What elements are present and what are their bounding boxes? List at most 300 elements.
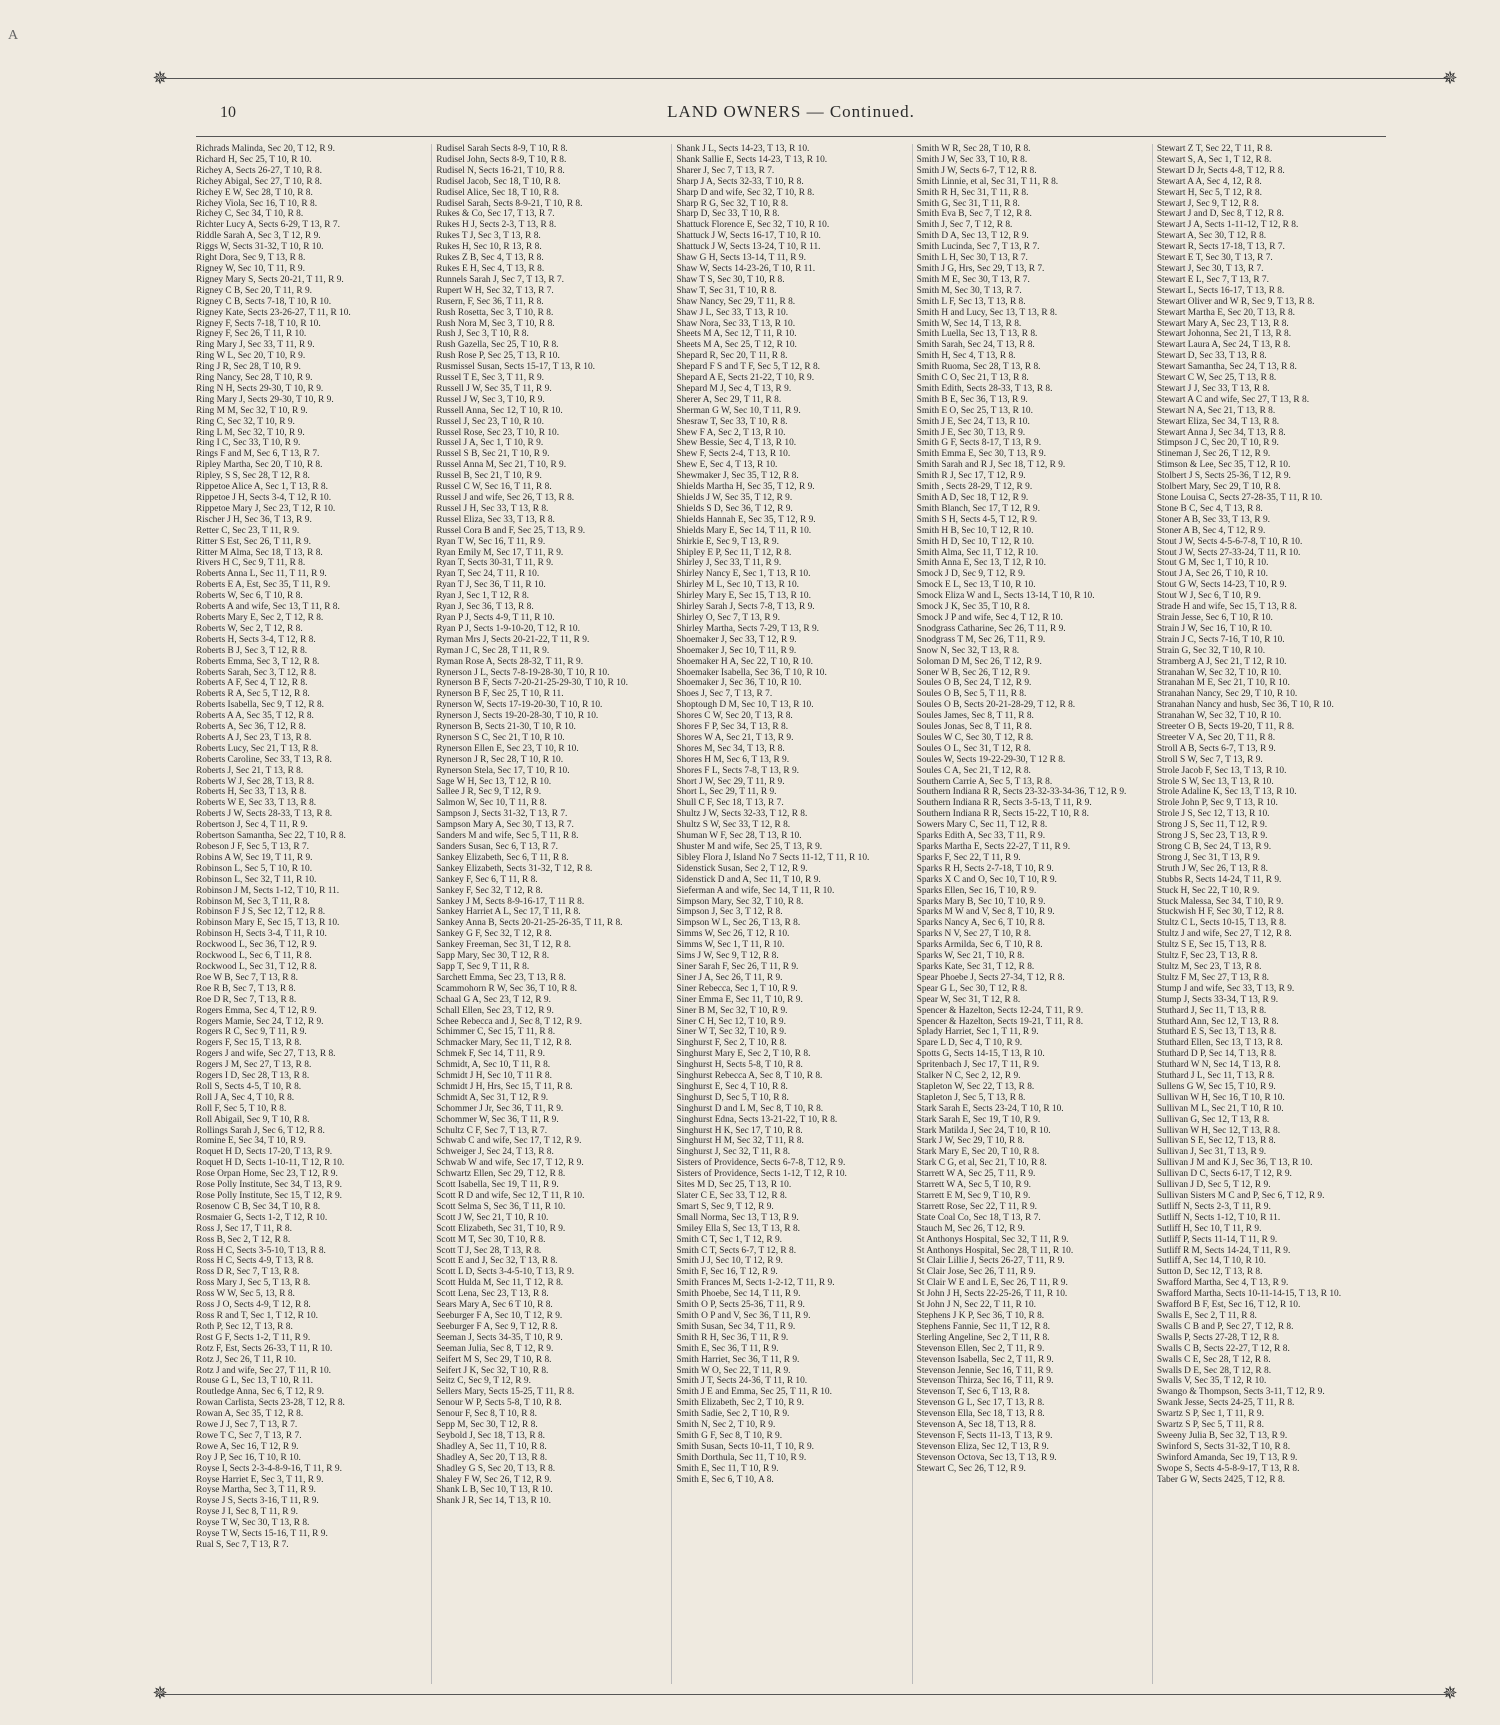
land-owner-entry: Stevenson T, Sec 6, T 13, R 8. (916, 1387, 1030, 1398)
land-owner-entry: Roberts A and wife, Sec 13, T 11, R 8. (196, 602, 340, 613)
land-owner-entry: Sullivan J D, Sec 5, T 12, R 9. (1156, 1180, 1271, 1191)
land-owner-entry: Stewart Johonna, Sec 21, T 13, R 8. (1156, 329, 1292, 340)
land-owner-entry: Shoemaker J, Sec 33, T 12, R 9. (676, 634, 797, 645)
land-owner-entry: Sharp D and wife, Sec 32, T 10, R 8. (676, 187, 815, 198)
land-owner-entry: Shirley Mary E, Sec 15, T 13, R 10. (676, 591, 811, 602)
land-owner-entry: Schmidt J H, Hrs, Sec 15, T 11, R 8. (436, 1081, 573, 1092)
land-owner-entry: Robinson J M, Sects 1-12, T 10, R 11. (196, 885, 340, 896)
land-owner-entry: St Anthonys Hospital, Sec 28, T 11, R 10. (916, 1245, 1074, 1256)
land-owner-entry: Swartz S P, Sec 5, T 11, R 8. (1156, 1420, 1264, 1431)
land-owner-entry: Smith Harriet, Sec 36, T 11, R 9. (676, 1354, 800, 1365)
land-owner-entry: Shultz J W, Sects 32-33, T 12, R 8. (676, 809, 808, 820)
land-owner-entry: Smith S H, Sects 4-5, T 12, R 9. (916, 514, 1038, 525)
land-owner-entry: Singhurst F, Sec 2, T 10, R 8. (676, 1038, 787, 1049)
land-owner-entry: Rogers Mamie, Sec 24, T 12, R 9. (196, 1016, 324, 1027)
land-owner-entry: Schmek F, Sec 14, T 11, R 9. (436, 1049, 545, 1060)
land-owner-entry: Retter C, Sec 23, T 11, R 9. (196, 525, 300, 536)
land-owner-entry: Swank Jesse, Sects 24-25, T 11, R 8. (1156, 1398, 1295, 1409)
land-owner-entry: Swinford S, Sects 31-32, T 10, R 8. (1156, 1441, 1291, 1452)
land-owner-entry: Sellers Mary, Sects 15-25, T 11, R 8. (436, 1387, 575, 1398)
land-owner-entry: Schmidt J H, Sec 10, T 11 R 8. (436, 1071, 552, 1082)
land-owner-entry: Rynerson Ellen E, Sec 23, T 10, R 10. (436, 743, 579, 754)
land-owner-entry: Stark J W, Sec 29, T 10, R 8. (916, 1136, 1025, 1147)
land-owner-entry: Smith Frances M, Sects 1-2-12, T 11, R 9. (676, 1278, 835, 1289)
land-owner-entry: Rukes T J, Sec 3, T 13, R 8. (436, 231, 541, 242)
land-owner-entry: Stroll S W, Sec 7, T 13, R 9. (1156, 754, 1263, 765)
land-owner-entry: Rigney C B, Sects 7-18, T 10, R 10. (196, 296, 332, 307)
land-owner-entry: Roberts H, Sec 33, T 13, R 8. (196, 787, 307, 798)
land-owner-entry: Ring N H, Sects 29-30, T 10, R 9. (196, 383, 324, 394)
land-owner-entry: Swalls E, Sec 2, T 11, R 8. (1156, 1310, 1257, 1321)
land-owner-entry: Ripley Martha, Sec 20, T 10, R 8. (196, 460, 323, 471)
land-owner-entry: Rollings Sarah J, Sec 6, T 12, R 8. (196, 1125, 325, 1136)
land-owner-entry: Shewmaker J, Sec 35, T 12, R 8. (676, 471, 799, 482)
land-owner-entry: Rivers H C, Sec 9, T 11, R 8. (196, 558, 306, 569)
land-owner-entry: Stevenson Isabella, Sec 2, T 11, R 9. (916, 1354, 1054, 1365)
land-owner-entry: Shaw G H, Sects 13-14, T 11, R 9. (676, 253, 806, 264)
land-owner-entry: Smith Ruoma, Sec 28, T 13, R 8. (916, 362, 1041, 373)
land-owner-entry: Rigney W, Sec 10, T 11, R 9. (196, 263, 305, 274)
land-owner-entry: Schweiger J, Sec 24, T 13, R 8. (436, 1147, 554, 1158)
land-owner-entry: Singhurst Mary E, Sec 2, T 10, R 8. (676, 1049, 811, 1060)
land-owner-entry: Smith O P and V, Sec 36, T 11, R 9. (676, 1310, 811, 1321)
land-owner-entry: Royse Martha, Sec 3, T 11, R 9. (196, 1485, 316, 1496)
land-owner-entry: Sankey F, Sec 32, T 12, R 8. (436, 885, 543, 896)
land-owner-entry: Rowe J J, Sec 7, T 13, R 7. (196, 1420, 298, 1431)
land-owner-entry: Shepard R, Sec 20, T 11, R 8. (676, 351, 788, 362)
land-owner-entry: Sidenstick D and A, Sec 11, T 10, R 9. (676, 874, 821, 885)
land-owner-entry: Russel Rose, Sec 23, T 10, R 10. (436, 427, 560, 438)
land-owner-entry: Stewart S, A, Sec 1, T 12, R 8. (1156, 154, 1272, 165)
land-owner-entry: Ryman J C, Sec 28, T 11, R 9. (436, 645, 550, 656)
page-stamp-mark: A (8, 28, 19, 43)
land-owner-entry: Sutliff N, Sects 1-12, T 10, R 11. (1156, 1212, 1281, 1223)
land-owner-entry: Shull C F, Sec 18, T 13, R 7. (676, 798, 784, 809)
land-owner-entry: Shattuck J W, Sects 16-17, T 10, R 10. (676, 231, 821, 242)
land-owner-entry: Scott Hulda M, Sec 11, T 12, R 8. (436, 1278, 564, 1289)
land-owner-entry: Strong J, Sec 31, T 13, R 9. (1156, 852, 1260, 863)
land-owner-entry: Seeburger F A, Sec 9, T 12, R 8. (436, 1321, 558, 1332)
land-owner-entry: Russel Anna M, Sec 21, T 10, R 9. (436, 460, 567, 471)
land-owner-entry: Stranahan M E, Sec 21, T 10, R 10. (1156, 678, 1290, 689)
land-owner-entry: Singhurst E, Sec 4, T 10, R 8. (676, 1081, 788, 1092)
land-owner-entry: Sepp M, Sec 30, T 12, R 8. (436, 1420, 538, 1431)
land-owner-entry: Smith H B, Sec 10, T 12, R 10. (916, 525, 1034, 536)
land-owner-entry: Stout G W, Sects 14-23, T 10, R 9. (1156, 580, 1287, 591)
land-owner-entry: Shores C W, Sec 20, T 13, R 8. (676, 711, 793, 722)
land-owner-entry: Southern Indiana R R, Sects 23-32-33-34-36, T 12, R 9. (916, 787, 1127, 798)
land-owner-entry: Sage W H, Sec 13, T 12, R 10. (436, 776, 552, 787)
land-owner-entry: Snodgrass Catharine, Sec 26, T 11, R 9. (916, 623, 1066, 634)
listing-column-5 (1152, 144, 1386, 1684)
land-owner-entry: Sims J W, Sec 9, T 12, R 8. (676, 951, 779, 962)
land-owner-entry: Stout J W, Sects 4-5-6-7-8, T 10, R 10. (1156, 536, 1303, 547)
land-owner-entry: Sparks X C and O, Sec 10, T 10, R 9. (916, 874, 1057, 885)
land-owner-entry: Strole Adaline K, Sec 13, T 13, R 10. (1156, 787, 1297, 798)
land-owner-entry: Stevenson Eliza, Sec 12, T 13, R 9. (916, 1441, 1049, 1452)
land-owner-entry: Roberts W E, Sec 33, T 13, R 8. (196, 798, 317, 809)
land-owner-entry: Stewart Oliver and W R, Sec 9, T 13, R 8. (1156, 296, 1315, 307)
land-owner-entry: Smith Phoebe, Sec 14, T 11, R 9. (676, 1289, 801, 1300)
land-owner-entry: Rudisel Alice, Sec 18, T 10, R 8. (436, 187, 560, 198)
land-owner-entry: Stewart A, Sec 30, T 12, R 8. (1156, 231, 1267, 242)
land-owner-entry: Stranahan Nancy and husb, Sec 36, T 10, R 10. (1156, 700, 1334, 711)
land-owner-entry: Rowan Carlista, Sects 23-28, T 12, R 8. (196, 1398, 345, 1409)
land-owner-entry: Rigney Mary S, Sects 20-21, T 11, R 9. (196, 274, 344, 285)
land-owner-entry: Stark Matilda J, Sec 24, T 10, R 10. (916, 1125, 1051, 1136)
land-owner-entry: Swope S, Sects 4-5-8-9-17, T 13, R 8. (1156, 1463, 1300, 1474)
land-owner-entry: Shores W A, Sec 21, T 13, R 9. (676, 732, 794, 743)
land-owner-entry: Stewart J J, Sec 33, T 13, R 8. (1156, 383, 1270, 394)
land-owner-entry: Ritter M Alma, Sec 18, T 13, R 8. (196, 547, 323, 558)
land-owner-entry: Smith , Sects 28-29, T 12, R 9. (916, 482, 1033, 493)
land-owner-entry: Shepard F S and T F, Sec 5, T 12, R 8. (676, 362, 821, 373)
land-owner-entry: Smith J W, Sects 6-7, T 12, R 8. (916, 165, 1037, 176)
land-owner-entry: Shoemaker H A, Sec 22, T 10, R 10. (676, 656, 814, 667)
land-owner-entry: Roberts Sarah, Sec 3, T 12, R 8. (196, 667, 317, 678)
land-owner-entry: Sullens G W, Sec 15, T 10, R 9. (1156, 1081, 1276, 1092)
land-owner-entry: Rockwood L, Sec 36, T 12, R 9. (196, 940, 317, 951)
land-owner-entry: Rigney F, Sects 7-18, T 10, R 10. (196, 318, 321, 329)
land-owner-entry: Ryan J, Sec 36, T 13, R 8. (436, 602, 534, 613)
land-owner-entry: Shew Bessie, Sec 4, T 13, R 10. (676, 438, 797, 449)
land-owner-entry: Robinson L, Sec 32, T 11, R 10. (196, 874, 317, 885)
land-owner-entry: Russel Cora B and F, Sec 25, T 13, R 9. (436, 525, 586, 536)
land-owner-entry: Starrett Rose, Sec 22, T 11, R 9. (916, 1201, 1038, 1212)
land-owner-entry: Stevenson Octova, Sec 13, T 13, R 9. (916, 1452, 1057, 1463)
land-owner-entry: Stewart Eliza, Sec 34, T 13, R 8. (1156, 416, 1280, 427)
land-owner-entry: Stout J A, Sec 26, T 10, R 10. (1156, 569, 1268, 580)
land-owner-entry: Salmon W, Sec 10, T 11, R 8. (436, 798, 547, 809)
land-owner-entry: Siner C H, Sec 12, T 10, R 9. (676, 1016, 786, 1027)
land-owner-entry: Stephens J K P, Sec 36, T 10, R 8. (916, 1310, 1045, 1321)
land-owner-entry: Roberts Emma, Sec 3, T 12, R 8. (196, 656, 320, 667)
land-owner-entry: Stevenson Ellen, Sec 2, T 11, R 9. (916, 1343, 1045, 1354)
land-owner-entry: Shirley Martha, Sects 7-29, T 13, R 9. (676, 623, 820, 634)
land-owner-entry: Rockwood L, Sec 6, T 11, R 8. (196, 951, 312, 962)
land-owner-entry: Stewart J, Sec 30, T 13, R 7. (1156, 263, 1264, 274)
land-owner-entry: Rowe T C, Sec 7, T 13, R 7. (196, 1430, 302, 1441)
land-owner-entry: Smith F, Sec 16, T 12, R 9. (676, 1267, 778, 1278)
land-owner-entry: Shaw T, Sec 31, T 10, R 8. (676, 285, 777, 296)
land-owner-entry: Ring C, Sec 32, T 10, R 9. (196, 416, 295, 427)
land-owner-entry: Stewart A A, Sec 4, 12, R 8. (1156, 176, 1262, 187)
land-owner-entry: Rush J, Sec 3, T 10, R 8. (436, 329, 529, 340)
land-owner-entry: Stewart J and D, Sec 8, T 12, R 8. (1156, 209, 1284, 220)
land-owner-entry: Seeburger F A, Sec 10, T 12, R 9. (436, 1310, 563, 1321)
land-owner-entry: Ryan T, Sects 30-31, T 11, R 9. (436, 558, 554, 569)
land-owner-entry: Rush Nora M, Sec 3, T 10, R 8. (436, 318, 555, 329)
land-owner-entry: Russell J W, Sec 35, T 11, R 9. (436, 383, 552, 394)
land-owner-entry: Robins A W, Sec 19, T 11, R 9. (196, 852, 313, 863)
land-owner-entry: Strole John P, Sec 9, T 13, R 10. (1156, 798, 1278, 809)
land-owner-entry: Schommer J Jr, Sec 36, T 11, R 9. (436, 1103, 564, 1114)
land-owner-entry: Rouse G L, Sec 13, T 10, R 11. (196, 1376, 314, 1387)
land-owner-entry: Seifert M S, Sec 29, T 10, R 8. (436, 1354, 552, 1365)
land-owner-entry: Shattuck Florence E, Sec 32, T 10, R 10. (676, 220, 830, 231)
land-owner-entry: Ross R and T, Sec 1, T 12, R 10. (196, 1310, 318, 1321)
land-owner-entry: Shields Martha H, Sec 35, T 12, R 9. (676, 482, 815, 493)
land-owner-entry: Spencer & Hazelton, Sects 19-21, T 11, R 8. (916, 1016, 1084, 1027)
land-owner-entry: Stuthard J, Sec 11, T 13, R 8. (1156, 1005, 1267, 1016)
star-ornament-icon: ✵ (1442, 68, 1458, 88)
land-owner-entry: Soules O L, Sec 31, T 12, R 8. (916, 743, 1031, 754)
land-owner-entry: Russel T E, Sec 3, T 11, R 9. (436, 373, 545, 384)
land-owner-entry: Ring I C, Sec 33, T 10, R 9. (196, 438, 301, 449)
land-owner-entry: Sharp R G, Sec 32, T 10, R 8. (676, 198, 789, 209)
land-owner-entry: Shoemaker J, Sec 10, T 11, R 9. (676, 645, 797, 656)
land-owner-entry: Spear G L, Sec 30, T 12, R 8. (916, 983, 1028, 994)
land-owner-entry: Schwartz Ellen, Sec 29, T 12, R 8. (436, 1169, 566, 1180)
land-owner-entry: Sampson Mary A, Sec 30, T 13, R 7. (436, 820, 574, 831)
land-owner-entry: Stout G M, Sec 1, T 10, R 10. (1156, 558, 1269, 569)
land-owner-entry: Russel C W, Sec 16, T 11, R 8. (436, 482, 552, 493)
land-owner-entry: Spear W, Sec 31, T 12, R 8. (916, 994, 1021, 1005)
land-owner-entry: Sparks M W and V, Sec 8, T 10, R 9. (916, 907, 1055, 918)
land-owner-entry: Rukes Z B, Sec 4, T 13, R 8. (436, 253, 544, 264)
land-owner-entry: Shoptough D M, Sec 10, T 13, R 10. (676, 700, 814, 711)
land-owner-entry: Sharp J A, Sects 32-33, T 10, R 8. (676, 176, 804, 187)
land-owner-entry: Sapp T, Sec 9, T 11, R 8. (436, 961, 530, 972)
land-owner-entry: Strole J S, Sec 12, T 13, R 10. (1156, 809, 1270, 820)
land-owner-entry: Robertson Samantha, Sec 22, T 10, R 8. (196, 831, 346, 842)
land-owner-entry: Roberts A, Sec 36, T 12, R 8. (196, 722, 306, 733)
land-owner-entry: Smith R J, Sec 17, T 12, R 9. (916, 471, 1026, 482)
land-owner-entry: Sparks Mary B, Sec 10, T 10, R 9. (916, 896, 1046, 907)
land-owner-entry: Roll F, Sec 5, T 10, R 8. (196, 1103, 287, 1114)
land-owner-entry: Roquet H D, Sects 17-20, T 13, R 9. (196, 1147, 333, 1158)
land-owner-entry: Short J W, Sec 29, T 11, R 9. (676, 776, 785, 787)
land-owner-entry: Shoemaker Isabella, Sec 36, T 10, R 10. (676, 667, 827, 678)
land-owner-entry: Slater C E, Sec 33, T 12, R 8. (676, 1191, 787, 1201)
land-owner-entry: Ryan T J, Sec 36, T 11, R 10. (436, 580, 546, 591)
land-owner-entry: Smith Linnie, et al, Sec 31, T 11, R 8. (916, 176, 1059, 187)
land-owner-entry: Scott M T, Sec 30, T 10, R 8. (436, 1234, 546, 1245)
land-owner-entry: Siner B M, Sec 32, T 10, R 9. (676, 1005, 788, 1016)
land-owner-entry: Sidenstick Susan, Sec 2, T 12, R 9. (676, 863, 808, 874)
land-owner-entry: Rowe A, Sec 16, T 12, R 9. (196, 1441, 299, 1452)
land-owner-entry: Stuthard E S, Sec 13, T 13, R 8. (1156, 1027, 1277, 1038)
land-owner-entry: Stuthard W N, Sec 14, T 13, R 8. (1156, 1060, 1281, 1071)
land-owner-entry: Stout J W, Sects 27-33-24, T 11, R 10. (1156, 547, 1301, 558)
land-owner-entry: Smith H and Lucy, Sec 13, T 13, R 8. (916, 307, 1058, 318)
land-owner-entry: Russel J A, Sec 1, T 10, R 9. (436, 438, 544, 449)
land-owner-entry: Shields Mary E, Sec 14, T 11, R 10. (676, 525, 812, 536)
land-owner-entry: Shores H M, Sec 6, T 13, R 9. (676, 754, 790, 765)
land-owner-entry: Sullivan J M and K J, Sec 36, T 13, R 10. (1156, 1158, 1313, 1169)
land-owner-entry: Stewart E T, Sec 30, T 13, R 7. (1156, 253, 1273, 264)
land-owner-entry: Ross J, Sec 17, T 11, R 8. (196, 1223, 292, 1234)
land-owner-entry: Stranahan Nancy, Sec 29, T 10, R 10. (1156, 689, 1298, 700)
land-owner-entry: Stuthard J L, Sec 11, T 13, R 8. (1156, 1071, 1275, 1082)
land-owner-entry: Stranahan W, Sec 32, T 10, R 10. (1156, 711, 1282, 722)
land-owner-entry: Soules Jonas, Sec 8, T 11, R 8. (916, 722, 1032, 733)
land-owner-entry: Smith N, Sec 2, T 10, R 9. (676, 1420, 776, 1431)
land-owner-entry: Smith H, Sec 4, T 13, R 8. (916, 351, 1016, 362)
land-owner-entry: Russel S B, Sec 21, T 10, R 9. (436, 449, 550, 460)
land-owner-entry: Roberts W, Sec 2, T 12, R 8. (196, 623, 303, 634)
land-owner-entry: Ring M M, Sec 32, T 10, R 9. (196, 405, 308, 416)
land-owner-entry: Taber G W, Sects 2425, T 12, R 8. (1156, 1474, 1285, 1485)
land-owner-entry: Rudisel Sarah, Sects 8-9-21, T 10, R 8. (436, 198, 583, 209)
land-owner-entry: Ring Mary J, Sects 29-30, T 10, R 9. (196, 394, 334, 405)
land-owner-entry: Swafford Martha, Sec 4, T 13, R 9. (1156, 1278, 1289, 1289)
land-owner-entry: Sankey Harriet A L, Sec 17, T 11, R 8. (436, 907, 581, 918)
land-owner-entry: Sheets M A, Sec 25, T 12, R 10. (676, 340, 797, 351)
land-owner-entry: Sparks F, Sec 22, T 11, R 9. (916, 852, 1021, 863)
land-owner-entry: Sharer J, Sec 7, T 13, R 7. (676, 165, 775, 176)
land-owner-entry: Stevenson Ella, Sec 18, T 13, R 8. (916, 1409, 1045, 1420)
land-owner-entry: Sullivan W H, Sec 16, T 10, R 10. (1156, 1092, 1285, 1103)
land-owner-entry: Smith E O, Sec 25, T 13, R 10. (916, 405, 1033, 416)
land-owner-entry: Simpson W L, Sec 26, T 13, R 8. (676, 918, 801, 929)
land-owner-entry: Stuthard Ann, Sec 12, T 13, R 8. (1156, 1016, 1279, 1027)
land-owner-entry: Schwab C and wife, Sec 17, T 12, R 9. (436, 1136, 582, 1147)
land-owner-entry: Seeman Julia, Sec 8, T 12, R 9. (436, 1343, 554, 1354)
land-owner-entry: Smith Alma, Sec 11, T 12, R 10. (916, 547, 1039, 558)
land-owner-entry: Strole S W, Sec 13, T 13, R 10. (1156, 776, 1274, 787)
land-owner-entry: Stevenson Jennie, Sec 16, T 11, R 9. (916, 1365, 1054, 1376)
land-owner-entry: Rogers Emma, Sec 4, T 12, R 9. (196, 1005, 317, 1016)
land-owner-entry: Russell Anna, Sec 12, T 10, R 10. (436, 405, 563, 416)
land-owner-entry: Stevenson Thirza, Sec 16, T 11, R 9. (916, 1376, 1054, 1387)
land-owner-entry: Sheets M A, Sec 12, T 11, R 10. (676, 329, 797, 340)
land-owner-entry: Rynerson B F, Sects 7-20-21-25-29-30, T 10, R 10. (436, 678, 628, 689)
land-owner-entry: Stuckwish H F, Sec 30, T 12, R 8. (1156, 907, 1284, 918)
land-owner-entry: Strong J S, Sec 23, T 13, R 9. (1156, 831, 1268, 842)
land-owner-entry: Rosenow C B, Sec 34, T 10, R 8. (196, 1201, 321, 1212)
land-owner-entry: Scammohorn R W, Sec 36, T 10, R 8. (436, 983, 578, 994)
land-owner-entry: Stewart Z T, Sec 22, T 11, R 8. (1156, 144, 1273, 154)
land-owner-entry: Stump J, Sects 33-34, T 13, R 9. (1156, 994, 1279, 1005)
star-ornament-icon: ✵ (152, 1683, 168, 1703)
land-owner-entry: Ross J O, Sects 4-9, T 12, R 8. (196, 1300, 311, 1311)
land-owner-entry: Shew F A, Sec 2, T 13, R 10. (676, 427, 786, 438)
land-owner-entry: Stewart N A, Sec 21, T 13, R 8. (1156, 405, 1276, 416)
land-owner-entry: Rose Polly Institute, Sec 34, T 13, R 9. (196, 1180, 343, 1191)
land-owner-entry: Smith Sarah, Sec 24, T 13, R 8. (916, 340, 1035, 351)
land-owner-entry: Ross H C, Sects 3-5-10, T 13, R 8. (196, 1245, 326, 1256)
land-owner-entry: Smith C O, Sec 21, T 13, R 8. (916, 373, 1029, 384)
land-owner-entry: Strain G, Sec 32, T 10, R 10. (1156, 645, 1266, 656)
land-owner-entry: Rusern, F, Sec 36, T 11, R 8. (436, 296, 544, 307)
land-owner-entry: Schommer W, Sec 36, T 11, R 9. (436, 1114, 559, 1125)
land-owner-entry: Sisters of Providence, Sects 6-7-8, T 12, R 9. (676, 1158, 846, 1169)
land-owner-entry: Smock J P and wife, Sec 4, T 12, R 10. (916, 612, 1063, 623)
star-ornament-icon: ✵ (1442, 1683, 1458, 1703)
land-owner-entry: Smith J G, Hrs, Sec 29, T 13, R 7. (916, 263, 1045, 274)
land-owner-entry: Roberts B J, Sec 3, T 12, R 8. (196, 645, 308, 656)
land-owner-entry: Soules O B, Sects 20-21-28-29, T 12, R 8. (916, 700, 1076, 711)
land-owner-entry: Sparks Armilda, Sec 6, T 10, R 8. (916, 940, 1043, 951)
land-owner-entry: Spritenbach J, Sec 17, T 11, R 9. (916, 1060, 1040, 1071)
land-owner-entry: Sowers Mary C, Sec 11, T 12, R 8. (916, 820, 1048, 831)
land-owner-entry: Smith W, Sec 14, T 13, R 8. (916, 318, 1022, 329)
land-owner-entry: Strain J C, Sects 7-16, T 10, R 10. (1156, 634, 1285, 645)
land-owner-entry: Stuck H, Sec 22, T 10, R 9. (1156, 885, 1260, 896)
land-owner-entry: Rukes E H, Sec 4, T 13, R 8. (436, 263, 545, 274)
land-owner-entry: Stuthard Ellen, Sec 13, T 13, R 8. (1156, 1038, 1283, 1049)
land-owner-entry: Stramberg A J, Sec 21, T 12, R 10. (1156, 656, 1287, 667)
land-owner-entry: Smock E L, Sec 13, T 10, R 10. (916, 580, 1036, 591)
land-owner-entry: Sieferman A and wife, Sec 14, T 11, R 10. (676, 885, 835, 896)
land-owner-entry: Southern Indiana R R, Sects 3-5-13, T 11, R 9. (916, 798, 1092, 809)
land-owner-entry: Sullivan J, Sec 31, T 13, R 9. (1156, 1147, 1267, 1158)
land-owner-entry: Stroll A B, Sects 6-7, T 13, R 9. (1156, 743, 1276, 754)
land-owner-entry: Shank J R, Sec 14, T 13, R 10. (436, 1496, 551, 1507)
land-owner-entry: Rynerson J L, Sects 7-8-19-28-30, T 10, R 10. (436, 667, 610, 678)
land-owner-entry: Stewart Laura A, Sec 24, T 13, R 8. (1156, 340, 1291, 351)
land-owner-entry: Shadley A, Sec 11, T 10, R 8. (436, 1441, 547, 1452)
land-owner-entry: Rukes H, Sec 10, R 13, R 8. (436, 242, 542, 253)
land-owner-entry: Smith R H, Sec 36, T 11, R 9. (676, 1332, 789, 1343)
land-owner-entry: Sullivan G, Sec 12, T 13, R 8. (1156, 1114, 1270, 1125)
land-owner-entry: Schee Rebecca and J, Sec 8, T 12, R 9. (436, 1016, 582, 1027)
land-owner-entry: Sullivan Sisters M C and P, Sec 6, T 12, R 9. (1156, 1191, 1325, 1201)
land-owner-entry: Stone B C, Sec 4, T 13, R 8. (1156, 503, 1263, 514)
land-owner-entry: Rukes & Co, Sec 17, T 13, R 7. (436, 209, 555, 220)
land-owner-entry: Sampson J, Sects 31-32, T 13, R 7. (436, 809, 568, 820)
land-owner-entry: Shesraw T, Sec 33, T 10, R 8. (676, 416, 788, 427)
land-owner-entry: Scott Isabella, Sec 19, T 11, R 9. (436, 1180, 559, 1191)
land-owner-entry: Sterling Angeline, Sec 2, T 11, R 8. (916, 1332, 1050, 1343)
land-owner-entry: Sherman G W, Sec 10, T 11, R 9. (676, 405, 801, 416)
land-owner-entry: Siner W T, Sec 32, T 10, R 9. (676, 1027, 787, 1038)
land-owner-entry: Rush Gazella, Sec 25, T 10, R 8. (436, 340, 559, 351)
land-owner-entry: Shirley J, Sec 33, T 11, R 9. (676, 558, 782, 569)
land-owner-entry: Shew F, Sects 2-4, T 13, R 10. (676, 449, 791, 460)
land-owner-entry: Strong C B, Sec 24, T 13, R 9. (1156, 842, 1272, 852)
land-owner-entry: Seeman J, Sects 34-35, T 10, R 9. (436, 1332, 563, 1343)
land-owner-entry: Sisters of Providence, Sects 1-12, T 12, R 10. (676, 1169, 847, 1180)
land-owner-entry: Rynerson J, Sects 19-20-28-30, T 10, R 10. (436, 711, 599, 722)
land-owner-entry: Smith G F, Sects 8-17, T 13, R 9. (916, 438, 1042, 449)
land-owner-entry: State Coal Co, Sec 18, T 13, R 7. (916, 1212, 1041, 1223)
land-owner-entry: Sparks R H, Sects 2-7-18, T 10, R 9. (916, 863, 1054, 874)
land-owner-entry: Sullivan D C, Sects 6-17, T 12, R 9. (1156, 1169, 1292, 1180)
land-owner-entry: Rual S, Sec 7, T 13, R 7. (196, 1540, 289, 1550)
page-title: LAND OWNERS — Continued. (667, 102, 915, 121)
land-owner-entry: Sherer A, Sec 29, T 11, R 8. (676, 394, 782, 405)
land-owner-entry: Roberts Caroline, Sec 33, T 13, R 8. (196, 754, 332, 765)
land-owner-entry: Streeter O B, Sects 19-20, T 11, R 8. (1156, 722, 1295, 733)
land-owner-entry: Senour W P, Sects 5-8, T 10, R 8. (436, 1398, 562, 1409)
land-owner-entry: Soules W, Sects 19-22-29-30, T 12 R 8. (916, 754, 1066, 765)
land-owner-entry: Rings F and M, Sec 6, T 13, R 7. (196, 449, 320, 460)
land-owner-entry: Rudisel Sarah Sects 8-9, T 10, R 8. (436, 144, 568, 154)
land-owner-entry: Russel J and wife, Sec 26, T 13, R 8. (436, 493, 575, 503)
land-owner-entry: Stewart L, Sects 16-17, T 13, R 8. (1156, 285, 1285, 296)
land-owner-entry: Roe R B, Sec 7, T 13, R 8. (196, 983, 296, 994)
land-owner-entry: Siner J A, Sec 26, T 11, R 9. (676, 972, 783, 983)
land-owner-entry: Shields S D, Sec 36, T 12, R 9. (676, 503, 793, 514)
land-owner-entry: Smith J W, Sec 33, T 10, R 8. (916, 154, 1028, 165)
land-owner-entry: St Anthonys Hospital, Sec 32, T 11, R 9. (916, 1234, 1069, 1245)
land-owner-entry: Shoemaker J, Sec 36, T 10, R 10. (676, 678, 802, 689)
land-owner-entry: Royse T W, Sects 15-16, T 11, R 9. (196, 1529, 328, 1540)
land-owner-entry: Smith J E and Emma, Sec 25, T 11, R 10. (676, 1387, 832, 1398)
land-owner-entry: Smith G F, Sec 8, T 10, R 9. (676, 1430, 783, 1441)
land-owner-entry: Stewart A C and wife, Sec 27, T 13, R 8. (1156, 394, 1310, 405)
land-owner-entry: Royse J S, Sects 3-16, T 11, R 9. (196, 1496, 319, 1507)
land-owner-entry: Shew E, Sec 4, T 13, R 10. (676, 460, 778, 471)
land-owner-entry: Rudisel N, Sects 16-21, T 10, R 8. (436, 165, 565, 176)
land-owner-entry: Robertson J, Sec 4, T 11, R 9. (196, 820, 308, 831)
land-owner-entry: Strong J S, Sec 11, T 12, R 9. (1156, 820, 1268, 831)
land-owner-entry: Stark C G, et al, Sec 21, T 10, R 8. (916, 1158, 1047, 1169)
land-owner-entry: Rush Rosetta, Sec 3, T 10, R 8. (436, 307, 554, 318)
land-owner-entry: Stewart Anna J, Sec 34, T 13, R 8. (1156, 427, 1286, 438)
